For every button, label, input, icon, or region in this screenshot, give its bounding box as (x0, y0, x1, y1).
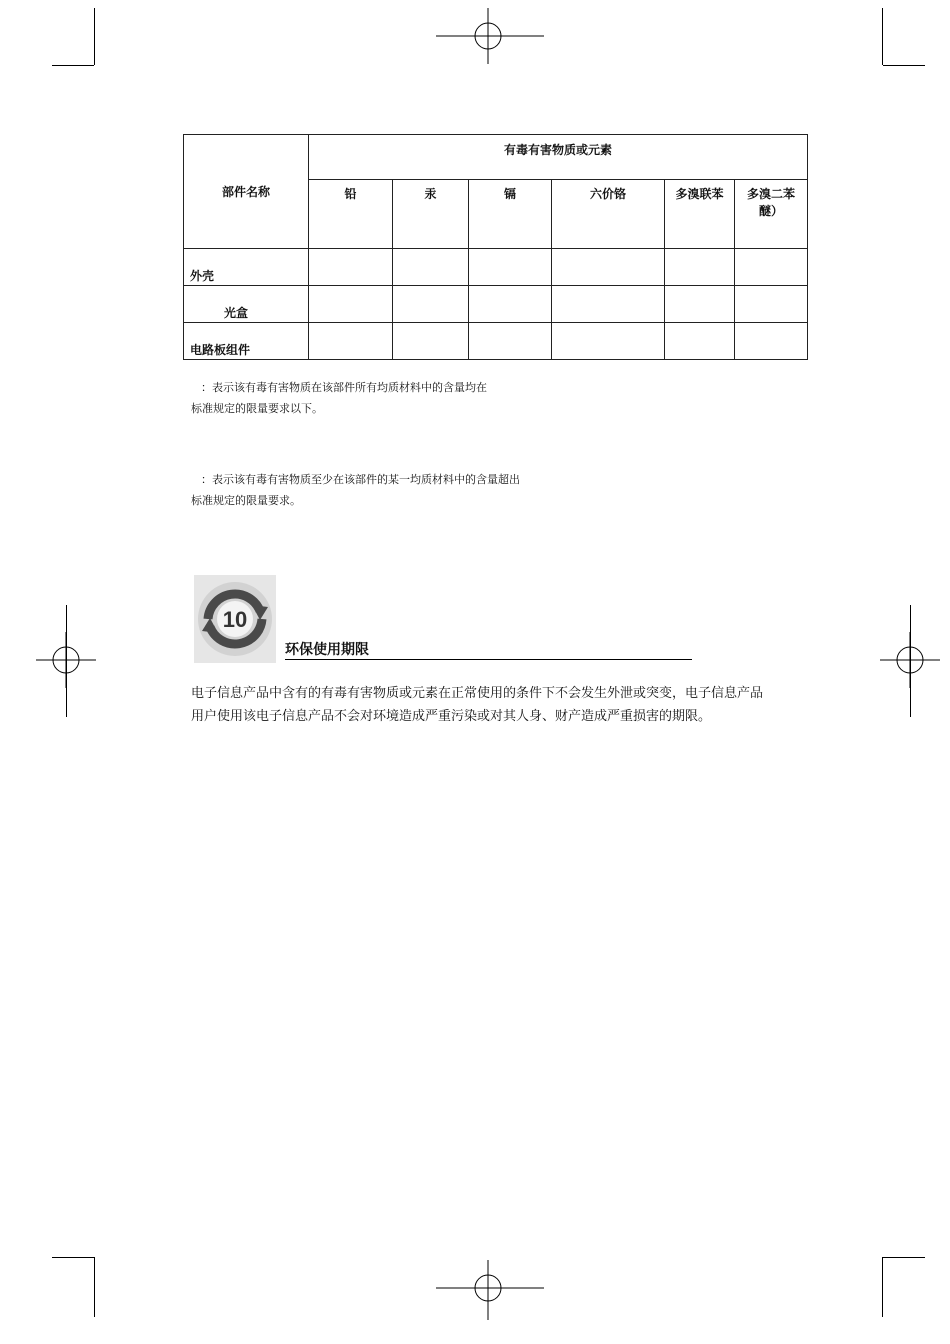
crop-mark-top-right-v (882, 8, 883, 65)
table-row (184, 249, 808, 286)
table-cell (309, 286, 393, 323)
epup-logo-icon (194, 575, 276, 663)
substance-header-lead: 铅 (309, 180, 393, 249)
crop-mark-top-left-v (94, 8, 95, 65)
table-cell (309, 249, 393, 286)
table-cell (309, 323, 393, 360)
table-cell (735, 323, 808, 360)
crop-mark-top-left-h (52, 65, 94, 66)
registration-mark-bottom (436, 1260, 544, 1320)
substance-header-cadmium: 镉 (469, 180, 552, 249)
registration-mark-left (36, 632, 96, 688)
note-compliant-line1: ：表示该有毒有害物质在该部件所有均质材料中的含量均在 (201, 381, 487, 394)
crop-mark-bottom-left-v (94, 1257, 95, 1317)
table-cell (552, 323, 665, 360)
part-name-cell: 外壳 (184, 249, 309, 286)
table-cell (469, 323, 552, 360)
substance-header-pbb: 多溴联苯 (665, 180, 735, 249)
table-cell (552, 286, 665, 323)
table-row (184, 323, 808, 360)
substance-group-header: 有毒有害物质或元素 (309, 135, 808, 180)
part-name-cell: 光盒 (184, 286, 309, 323)
table-cell (469, 286, 552, 323)
epup-logo-number: 10 (222, 607, 248, 632)
table-cell (665, 323, 735, 360)
epup-title: 环保使用期限 (285, 641, 692, 660)
substance-header-hexavalent-chromium: 六价铬 (552, 180, 665, 249)
part-name-header: 部件名称 (184, 135, 309, 249)
table-cell (665, 249, 735, 286)
substance-header-pbde: 多溴二苯醚） (735, 180, 808, 249)
note-exceeds-line2: 标准规定的限量要求。 (191, 494, 301, 507)
registration-mark-top (436, 8, 544, 64)
crop-mark-bottom-right-v (882, 1257, 883, 1317)
table-cell (735, 249, 808, 286)
table-cell (665, 286, 735, 323)
table-cell (735, 286, 808, 323)
table-cell (393, 286, 469, 323)
note-exceeds (191, 469, 520, 511)
table-cell (469, 249, 552, 286)
table-cell (393, 249, 469, 286)
crop-mark-top-right-h (883, 65, 925, 66)
crop-mark-bottom-left-h (52, 1257, 94, 1258)
table-cell (552, 249, 665, 286)
note-compliant-line2: 标准规定的限量要求以下。 (191, 402, 323, 415)
crop-mark-bottom-right-h (883, 1257, 925, 1258)
note-compliant (191, 377, 487, 419)
substance-header-mercury: 汞 (393, 180, 469, 249)
table-row (184, 286, 808, 323)
part-name-cell: 电路板组件 (184, 323, 309, 360)
hazardous-substance-table (183, 134, 808, 360)
epup-description: 电子信息产品中含有的有毒有害物质或元素在正常使用的条件下不会发生外泄或突变，电子信息产品用户使用该电子信息产品不会对环境造成严重污染或对其人身、财产造成严重损害的期限。 (191, 686, 764, 724)
registration-mark-right (880, 632, 940, 688)
note-exceeds-line1: ：表示该有毒有害物质至少在该部件的某一均质材料中的含量超出 (201, 473, 520, 486)
table-cell (393, 323, 469, 360)
